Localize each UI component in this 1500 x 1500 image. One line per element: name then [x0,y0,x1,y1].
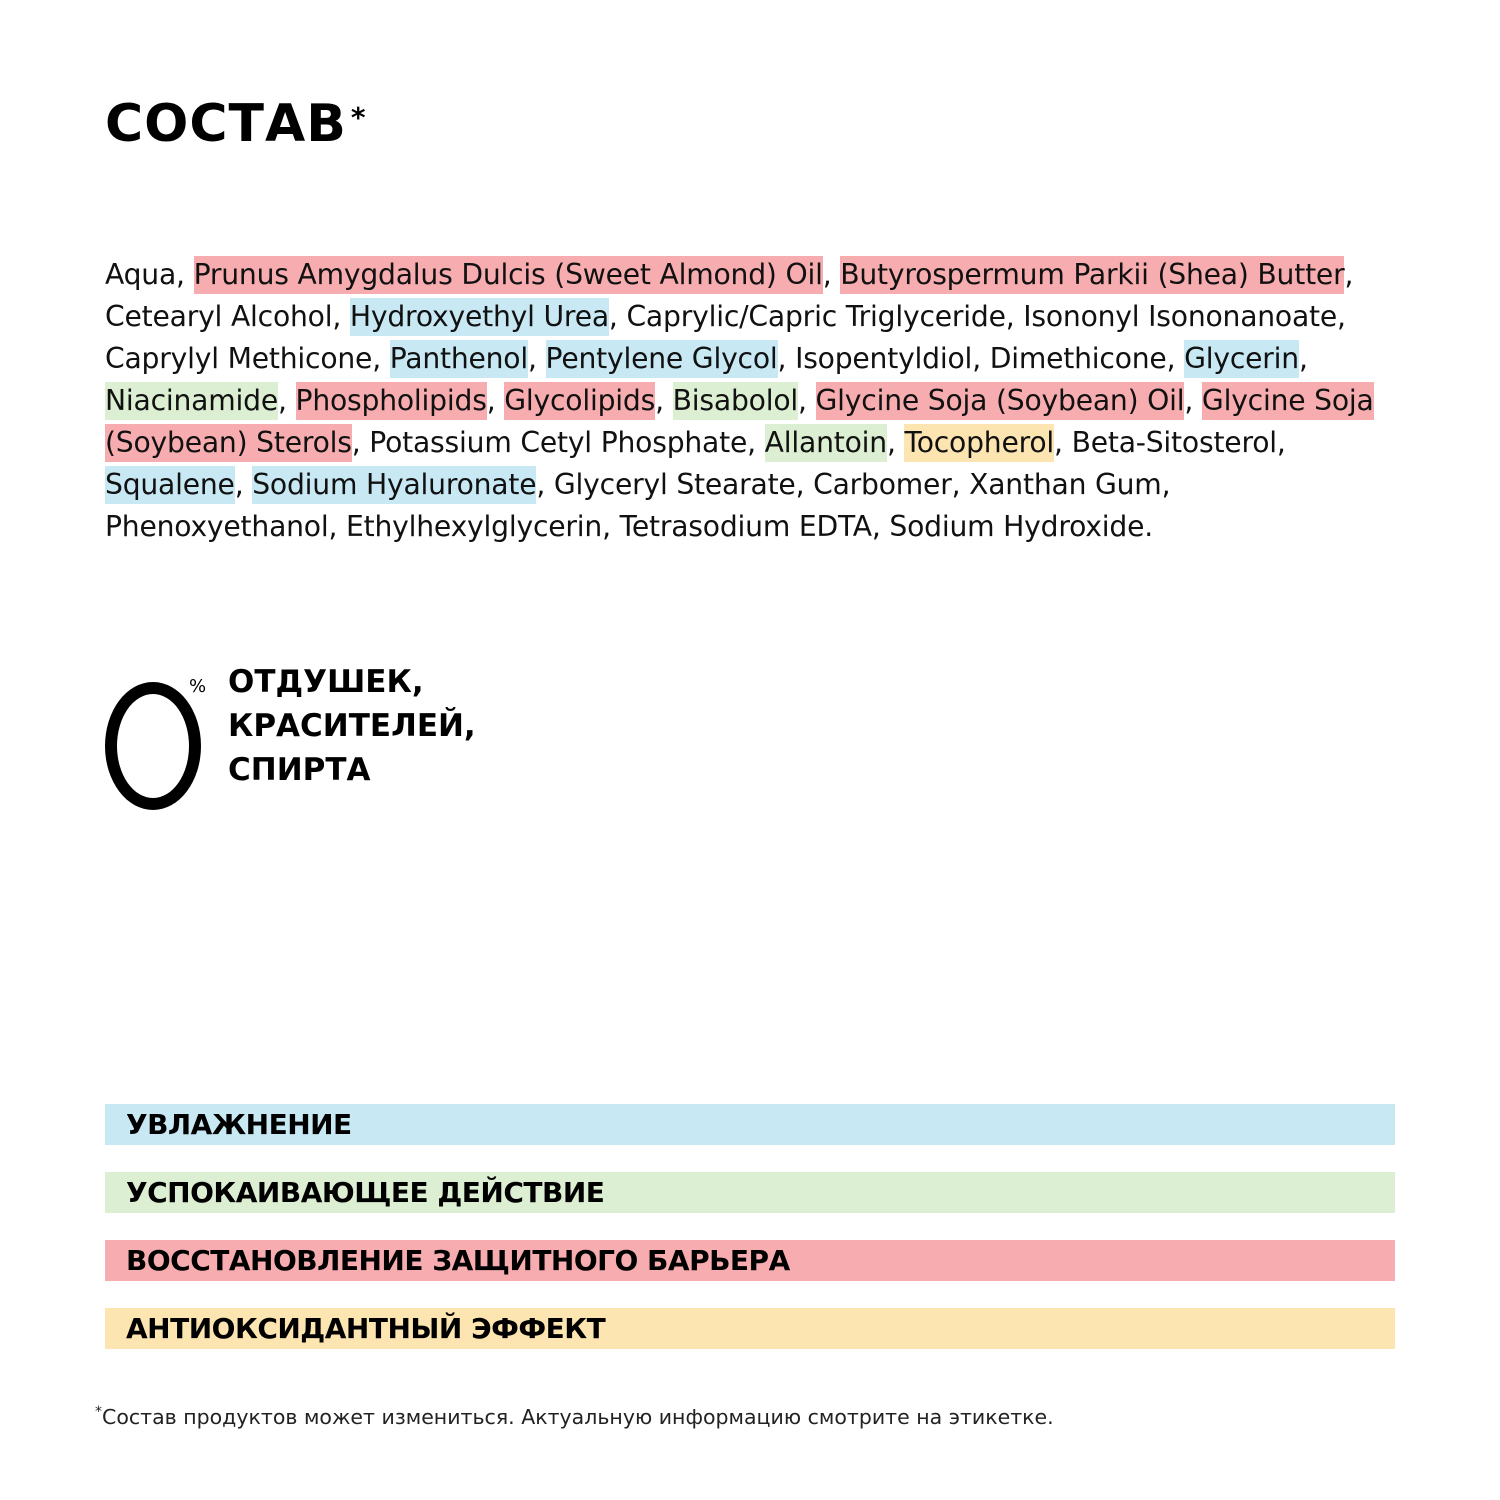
ingredient-item: Carbomer [813,468,952,501]
ingredient-item: Tetrasodium EDTA [619,510,872,543]
ingredients-list: Aqua, Prunus Amygdalus Dulcis (Sweet Almond) Oil, Butyrospermum Parkii (Shea) Butter, Cetearyl Alcohol, Hydroxyethyl Urea, Caprylic/Capric Triglyceride, Isononyl Isononanoate, Caprylyl Methicone, Panthenol, Pentylene Glycol, Isopentyldiol, Dimethicone, Glycerin, Niacinamide, Phospholipids, Glycolipids, Bisabolol, Glycine Soja (Soybean) Oil, Glycine Soja (Soybean) Sterols, Potassium Cetyl Phosphate, Allantoin, Tocopherol, Beta-Sitosterol, Squalene, Sodium Hyaluronate, Glyceryl Stearate, Carbomer, Xanthan Gum, Phenoxyethanol, Ethylhexylglycerin, Tetrasodium EDTA, Sodium Hydroxide. [105,254,1395,548]
ingredient-item: Pentylene Glycol [546,340,778,378]
title-text: СОСТАВ [105,94,347,154]
color-legend [105,1104,1395,1376]
ingredient-item: Glycerin [1184,340,1299,378]
ingredient-item: Allantoin [765,424,887,462]
zero-percent-icon [105,682,201,810]
ingredient-item: Glyceryl Stearate [553,468,796,501]
ingredient-item: Aqua [105,258,177,291]
free-from-line-dyes: КРАСИТЕЛЕЙ, [228,708,476,744]
free-from-line-fragrance: ОТДУШЕК, [228,664,424,700]
free-from-badge [105,660,525,800]
ingredient-item: Prunus Amygdalus Dulcis (Sweet Almond) Oil [194,256,823,294]
ingredient-item: Niacinamide [105,382,278,420]
title-asterisk: * [350,101,367,134]
ingredient-item: Xanthan Gum [969,468,1162,501]
ingredient-item: Ethylhexylglycerin [346,510,603,543]
legend-antioxidant: АНТИОКСИДАНТНЫЙ ЭФФЕКТ [105,1308,1395,1349]
legend-soothing: УСПОКАИВАЮЩЕЕ ДЕЙСТВИЕ [105,1172,1395,1213]
free-from-line-alcohol: СПИРТА [228,752,371,788]
ingredient-item: Panthenol [390,340,528,378]
footnote-asterisk: * [95,1404,102,1420]
legend-barrier-repair: ВОССТАНОВЛЕНИЕ ЗАЩИТНОГО БАРЬЕРА [105,1240,1395,1281]
legend-moisturizing: УВЛАЖНЕНИЕ [105,1104,1395,1145]
ingredient-item: Sodium Hyaluronate [252,466,536,504]
ingredient-item: Glycolipids [504,382,655,420]
percent-sign: % [189,676,207,697]
ingredient-item: Glycine Soja (Soybean) Sterols [105,382,1374,462]
ingredient-item: Bisabolol [673,382,798,420]
page-title [105,92,367,156]
ingredient-item: Phenoxyethanol [105,510,329,543]
footnote [95,1405,1054,1429]
free-from-text [228,660,476,792]
ingredient-item: Sodium Hydroxide [889,510,1145,543]
ingredient-item: Butyrospermum Parkii (Shea) Butter [840,256,1344,294]
ingredient-item: Beta-Sitosterol [1071,426,1277,459]
ingredient-item: Isononyl Isononanoate [1023,300,1338,333]
ingredient-item: Isopentyldiol [795,342,973,375]
ingredient-item: Dimethicone [989,342,1167,375]
ingredient-item: Phospholipids [296,382,487,420]
ingredient-item: Tocopherol [904,424,1054,462]
ingredient-item: Caprylyl Methicone [105,342,373,375]
ingredient-item: Caprylic/Capric Triglyceride [626,300,1006,333]
ingredient-item: Potassium Cetyl Phosphate [369,426,748,459]
footnote-text: Состав продуктов может измениться. Актуальную информацию смотрите на этикетке. [102,1405,1054,1429]
ingredient-item: Hydroxyethyl Urea [350,298,609,336]
ingredient-item: Squalene [105,466,235,504]
ingredient-item: Cetearyl Alcohol [105,300,333,333]
ingredient-item: Glycine Soja (Soybean) Oil [816,382,1185,420]
